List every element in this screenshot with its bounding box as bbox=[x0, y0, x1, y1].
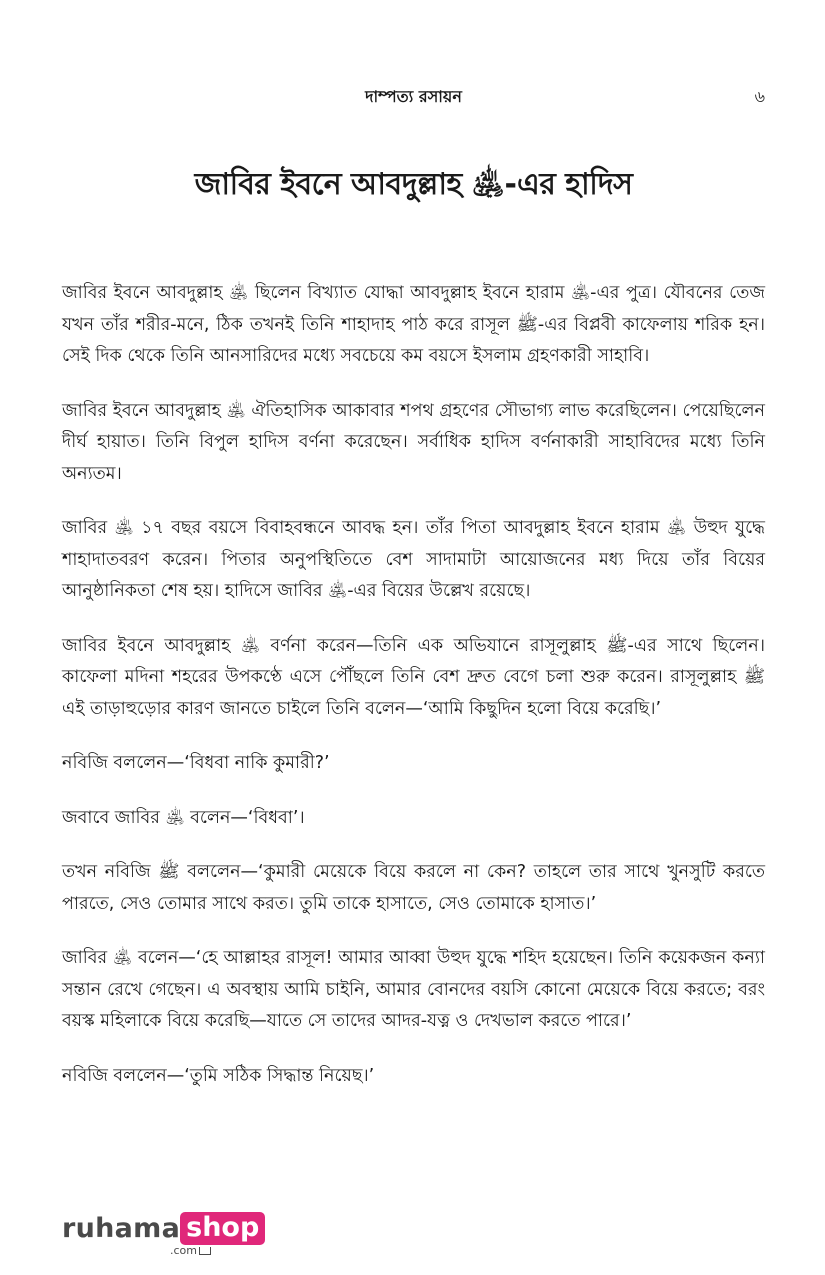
cart-icon bbox=[199, 1247, 211, 1255]
watermark-domain-text: .com bbox=[170, 1244, 197, 1257]
paragraph: তখন নবিজি ﷺ বললেন—‘কুমারী মেয়েকে বিয়ে করলে না কেন? তাহলে তার সাথে খুনসুটি করতে পারতে, সেও তোমার সাথে করত। তুমি তাকে হাসাতে, সেও তোমাকে হাসাত।’ bbox=[62, 862, 765, 914]
paragraph: নবিজি বললেন—‘তুমি সঠিক সিদ্ধান্ত নিয়েছ।’ bbox=[62, 1065, 375, 1086]
page-header bbox=[62, 84, 765, 108]
page-number: ৬ bbox=[754, 87, 765, 106]
paragraph: নবিজি বললেন—‘বিধবা নাকি কুমারী?’ bbox=[62, 753, 330, 773]
paragraph: জাবির ﵁ ১৭ বছর বয়সে বিবাহবন্ধনে আবদ্ধ হন। তাঁর পিতা আবদুল্লাহ ইবনে হারাম ﵁ উহুদ যুদ্ধে শাহাদাতবরণ করেন। পিতার অনুপস্থিতিতে বেশ সাদামাটা আয়োজনের মধ্য দিয়ে তাঁর বিয়ের আনুষ্ঠানিকতা শেষ হয়। হাদিসে জাবির ﵁-এর বিয়ের উল্লেখ রয়েছে। bbox=[62, 518, 765, 601]
paragraph: জাবির ﵁ বলেন—‘হে আল্লাহর রাসূল! আমার আব্বা উহুদ যুদ্ধে শহিদ হয়েছেন। তিনি কয়েকজন কন্যা সন্তান রেখে গেছেন। এ অবস্থায় আমি চাইনি, আমার বোনদের বয়সি কোনো মেয়েকে বিয়ে করতে; বরং বয়স্ক মহিলাকে বিয়ে করেছি—যাতে সে তাদের আদর-যত্ন ও দেখভাল করতে পারে।’ bbox=[62, 948, 765, 1031]
paragraph: জাবির ইবনে আবদুল্লাহ ﵁ বর্ণনা করেন—তিনি এক অভিযানে রাসূলুল্লাহ ﷺ-এর সাথে ছিলেন। কাফেলা মদিনা শহরের উপকণ্ঠে এসে পৌঁছলে তিনি বেশ দ্রুত বেগে চলা শুরু করেন। রাসূলুল্লাহ ﷺ এই তাড়াহুড়োর কারণ জানতে চাইলে তিনি বলেন—‘আমি কিছুদিন হলো বিয়ে করেছি।’ bbox=[62, 635, 765, 719]
watermark-boxed-word: shop bbox=[180, 1212, 265, 1245]
watermark-word: ruhama bbox=[62, 1213, 181, 1244]
watermark-domain bbox=[170, 1244, 211, 1257]
chapter-title: জাবির ইবনে আবদুল্লাহ ﵁-এর হাদিস bbox=[194, 167, 633, 202]
body-text bbox=[62, 278, 765, 1115]
running-title: দাম্পত্য রসায়ন bbox=[365, 87, 462, 106]
paragraph: জাবির ইবনে আবদুল্লাহ ﵁ ঐতিহাসিক আকাবার শপথ গ্রহণের সৌভাগ্য লাভ করেছিলেন। পেয়েছিলেন দীর্ঘ হায়াত। তিনি বিপুল হাদিস বর্ণনা করেছেন। সর্বাধিক হাদিস বর্ণনাকারী সাহাবিদের মধ্যে তিনি অন্যতম। bbox=[62, 400, 765, 484]
paragraph: জাবির ইবনে আবদুল্লাহ ﵁ ছিলেন বিখ্যাত যোদ্ধা আবদুল্লাহ ইবনে হারাম ﵁-এর পুত্র। যৌবনের তেজ যখন তাঁর শরীর-মনে, ঠিক তখনই তিনি শাহাদাহ পাঠ করে রাসূল ﷺ-এর বিপ্লবী কাফেলায় শরিক হন। সেই দিক থেকে তিনি আনসারিদের মধ্যে সবচেয়ে কম বয়সে ইসলাম গ্রহণকারী সাহাবি। bbox=[62, 283, 765, 366]
watermark-logo bbox=[62, 1212, 265, 1260]
paragraph: জবাবে জাবির ﵁ বলেন—‘বিধবা’। bbox=[62, 807, 305, 828]
